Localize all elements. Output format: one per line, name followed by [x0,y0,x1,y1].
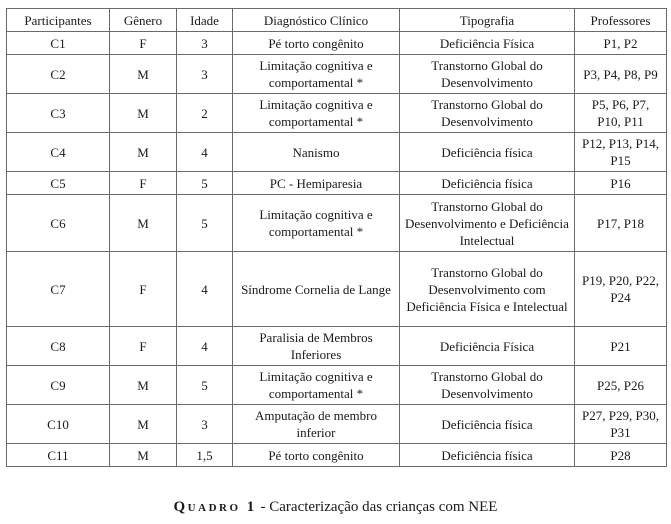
cell-participante: C11 [7,444,110,467]
cell-genero: F [110,32,177,55]
cell-professores: P21 [575,327,667,366]
cell-professores: P17, P18 [575,195,667,252]
header-participantes: Participantes [7,9,110,32]
table-row [7,405,667,444]
cell-professores: P27, P29, P30, P31 [575,405,667,444]
cell-participante: C6 [7,195,110,252]
table-header-row [7,9,667,32]
table-row [7,32,667,55]
table-row [7,444,667,467]
characterization-table-container [6,8,667,467]
cell-genero: F [110,327,177,366]
cell-tipografia: Transtorno Global do Desenvolvimento [400,366,575,405]
cell-genero: M [110,94,177,133]
cell-participante: C10 [7,405,110,444]
cell-diagnostico: Síndrome Cornelia de Lange [233,252,400,327]
cell-diagnostico: Limitação cognitiva e comportamental * [233,195,400,252]
cell-participante: C5 [7,172,110,195]
cell-idade: 4 [177,133,233,172]
cell-diagnostico: Limitação cognitiva e comportamental * [233,94,400,133]
cell-diagnostico: Paralisia de Membros Inferiores [233,327,400,366]
cell-idade: 5 [177,172,233,195]
cell-diagnostico: Pé torto congênito [233,32,400,55]
cell-genero: M [110,133,177,172]
table-row [7,252,667,327]
cell-professores: P25, P26 [575,366,667,405]
cell-professores: P16 [575,172,667,195]
cell-participante: C9 [7,366,110,405]
cell-diagnostico: Pé torto congênito [233,444,400,467]
header-professores: Professores [575,9,667,32]
cell-genero: M [110,444,177,467]
header-genero: Gênero [110,9,177,32]
cell-idade: 1,5 [177,444,233,467]
cell-tipografia: Deficiência física [400,172,575,195]
cell-participante: C8 [7,327,110,366]
cell-diagnostico: Limitação cognitiva e comportamental * [233,55,400,94]
cell-professores: P28 [575,444,667,467]
cell-idade: 4 [177,327,233,366]
cell-participante: C7 [7,252,110,327]
table-caption [0,499,671,516]
cell-tipografia: Deficiência Física [400,32,575,55]
cell-diagnostico: Limitação cognitiva e comportamental * [233,366,400,405]
cell-diagnostico: Amputação de membro inferior [233,405,400,444]
cell-genero: F [110,252,177,327]
cell-genero: M [110,366,177,405]
table-row [7,172,667,195]
cell-professores: P1, P2 [575,32,667,55]
cell-tipografia: Transtorno Global do Desenvolvimento e Deficiência Intelectual [400,195,575,252]
characterization-table [6,8,667,467]
cell-idade: 2 [177,94,233,133]
cell-tipografia: Transtorno Global do Desenvolvimento com Deficiência Física e Intelectual [400,252,575,327]
cell-participante: C2 [7,55,110,94]
table-row [7,55,667,94]
cell-professores: P5, P6, P7, P10, P11 [575,94,667,133]
cell-tipografia: Transtorno Global do Desenvolvimento [400,94,575,133]
cell-tipografia: Deficiência física [400,133,575,172]
header-diagnostico: Diagnóstico Clínico [233,9,400,32]
table-row [7,366,667,405]
cell-participante: C3 [7,94,110,133]
caption-label: Quadro 1 [173,499,257,515]
cell-professores: P19, P20, P22, P24 [575,252,667,327]
cell-tipografia: Deficiência Física [400,327,575,366]
cell-tipografia: Transtorno Global do Desenvolvimento [400,55,575,94]
cell-idade: 3 [177,55,233,94]
cell-diagnostico: PC - Hemiparesia [233,172,400,195]
cell-participante: C4 [7,133,110,172]
cell-idade: 5 [177,366,233,405]
cell-professores: P3, P4, P8, P9 [575,55,667,94]
table-row [7,327,667,366]
cell-tipografia: Deficiência física [400,444,575,467]
cell-tipografia: Deficiência física [400,405,575,444]
table-row [7,94,667,133]
header-idade: Idade [177,9,233,32]
cell-diagnostico: Nanismo [233,133,400,172]
header-tipografia: Tipografia [400,9,575,32]
cell-professores: P12, P13, P14, P15 [575,133,667,172]
cell-genero: F [110,172,177,195]
cell-idade: 4 [177,252,233,327]
cell-idade: 3 [177,32,233,55]
cell-genero: M [110,405,177,444]
cell-idade: 5 [177,195,233,252]
caption-text: - Caracterização das crianças com NEE [256,499,498,515]
table-row [7,195,667,252]
cell-participante: C1 [7,32,110,55]
cell-idade: 3 [177,405,233,444]
table-row [7,133,667,172]
cell-genero: M [110,195,177,252]
cell-genero: M [110,55,177,94]
